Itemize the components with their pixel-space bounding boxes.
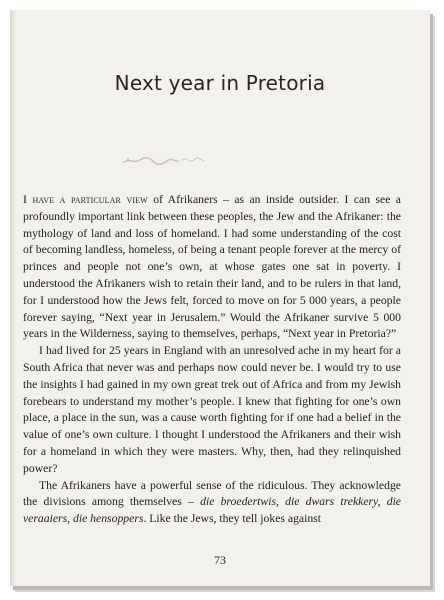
page-gutter-shadow: [10, 10, 16, 586]
paragraph-2: I had lived for 25 years in England with an unresolved ache in my heart for a South Africa that never was and perhaps now could never be. I would try to use the insights I had gained in my own great trek out of Africa and from my Jewish forebears to understand my mother’s people. I knew that fighting for one’s own place, a place in the sun, was a cause worth fighting for if one had a belief in the value of one’s own culture. I thought I understood the Afrikaners and their wish for a homeland in which they were masters. Why, then, had they relinquished power?: [23, 344, 401, 475]
opening-small-caps: I have a particular view: [23, 193, 148, 206]
paragraph-1: [23, 192, 401, 343]
afrikaans-terms: die broedertwis, die dwars trekkery, die veraaiers, die hensoppers: [23, 495, 401, 526]
paragraph-3-text-end: . Like the Jews, they tell jokes against: [143, 512, 321, 526]
page-number: 73: [214, 553, 226, 567]
paragraph-3-text-start: The Afrikaners have a powerful sense of the ridiculous. They acknowledge the divisions among themselves –: [23, 478, 401, 509]
chapter-body: [23, 192, 401, 528]
paragraph-1-text: of Afrikaners – as an inside outsider. I can see a profoundly important link between these peoples, the Jew and the Afrikaner: the mythology of land and loss of homeland. I had some understanding of the cost of becoming landless, homeless, of being a tenant people forever at the mercy of princes and people not one’s own, at whose gates one sat in poverty. I understood the Afrikaners wish to retain their land, and to be rulers in that land, for I understood how the Jews felt, forced to move on for 5 000 years, a people forever saying, “Next year in Jerusalem.” Would the Afrikaner survive 5 000 years in the Wilderness, saying to themselves, perhaps, “Next year in Pretoria?”: [23, 193, 401, 341]
book-page: [10, 10, 430, 586]
faded-handwritten-mark-icon: [120, 150, 210, 170]
chapter-title: Next year in Pretoria: [114, 71, 326, 95]
paragraph-3: [23, 478, 401, 528]
